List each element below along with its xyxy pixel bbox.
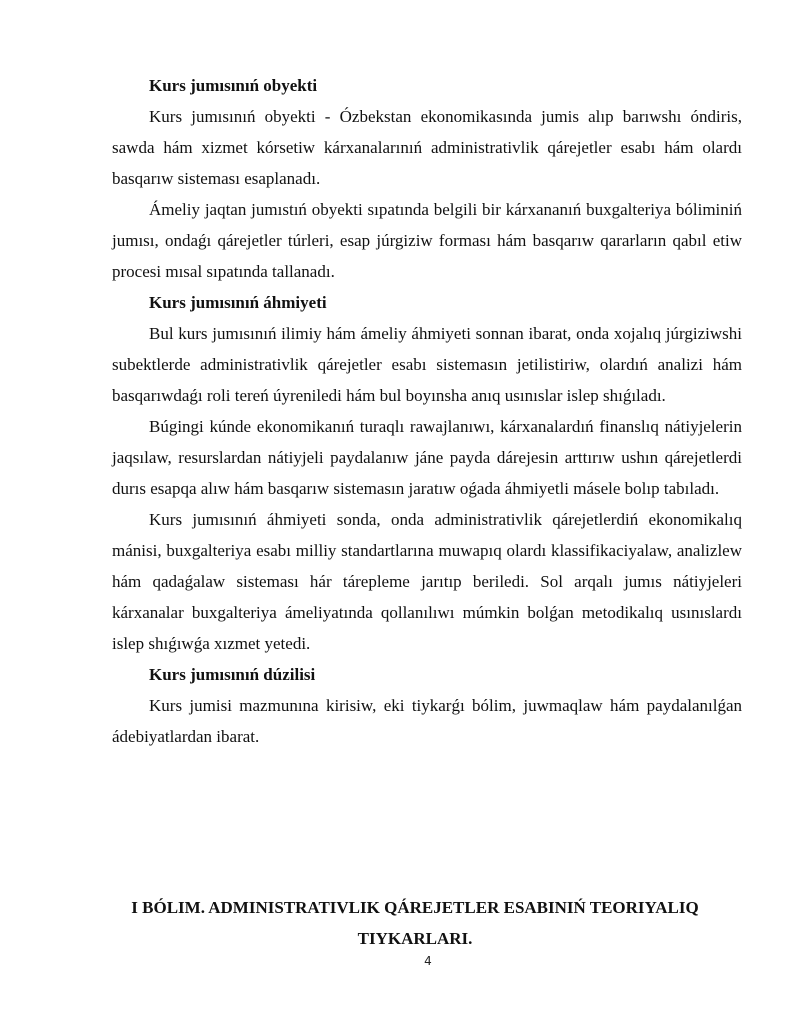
section-heading-structure: Kurs jumısınıń dúzilisi	[149, 665, 316, 684]
paragraph-importance-3: Kurs jumısınıń áhmiyeti sonda, onda administrativlik qárejetlerdiń ekonomikalıq mánisi, buxgalteriya esabı milliy standartlarına muwapıq olardı klassifikaciyalaw, analizlew hám qadaǵalaw sisteması hár tárepleme jarıtıp beriledi. Sol arqalı jumıs nátiyjeleri kárxanalar buxgalteriya ámeliyatında qollanılıwı múmkin bolǵan metodikalıq usınıslardı islep shıǵıwǵa xızmet yetedi.	[112, 510, 742, 653]
page-number: 4	[424, 954, 432, 968]
chapter-title-line-2: TIYKARLARI.	[357, 929, 473, 948]
paragraph-object-2: Ámeliy jaqtan jumıstıń obyekti sıpatında belgili bir kárxananıń buxgalteriya bóliminiń jumısı, ondaǵı qárejetler túrleri, esap júrgiziw forması hám basqarıw qararların qabıl etiw procesi mısal sıpatında tallanadı.	[112, 200, 742, 281]
paragraph-object-1: Kurs jumısınıń obyekti - Ózbekstan ekonomikasında jumis alıp barıwshı óndiris, sawda hám xizmet kórsetiw kárxanalarınıń administrativlik qárejetler esabı hám olardı basqarıw sisteması esaplanadı.	[112, 107, 742, 188]
document-body	[112, 70, 742, 752]
paragraph-structure-1: Kurs jumisi mazmunına kirisiw, eki tiykarǵı bólim, juwmaqlaw hám paydalanılǵan ádebiyatlardan ibarat.	[112, 696, 742, 746]
section-heading-importance: Kurs jumısınıń áhmiyeti	[149, 293, 327, 312]
chapter-title	[100, 892, 730, 954]
paragraph-importance-2: Búgingi kúnde ekonomikanıń turaqlı rawajlanıwı, kárxanalardıń finanslıq nátiyjelerin jaqsılaw, resurslardan nátiyjeli paydalanıw jáne payda dárejesin arttırıw ushın qárejetlerdi durıs esapqa alıw hám basqarıw sistemasın jaratıw oǵada áhmiyetli másele bolıp tabıladı.	[112, 417, 742, 498]
paragraph-importance-1: Bul kurs jumısınıń ilimiy hám ámeliy áhmiyeti sonnan ibarat, onda xojalıq júrgiziwshi subektlerde administrativlik qárejetler esabı sistemasın jetilistiriw, olardıń analizi hám basqarıwdaǵı roli tereń úyreniledi hám bul boyınsha anıq usınıslar islep shıǵıladı.	[112, 324, 742, 405]
chapter-title-line-1: I BÓLIM. ADMINISTRATIVLIK QÁREJETLER ESABINIŃ TEORIYALIQ	[131, 898, 699, 917]
section-heading-object: Kurs jumısınıń obyekti	[149, 76, 318, 95]
